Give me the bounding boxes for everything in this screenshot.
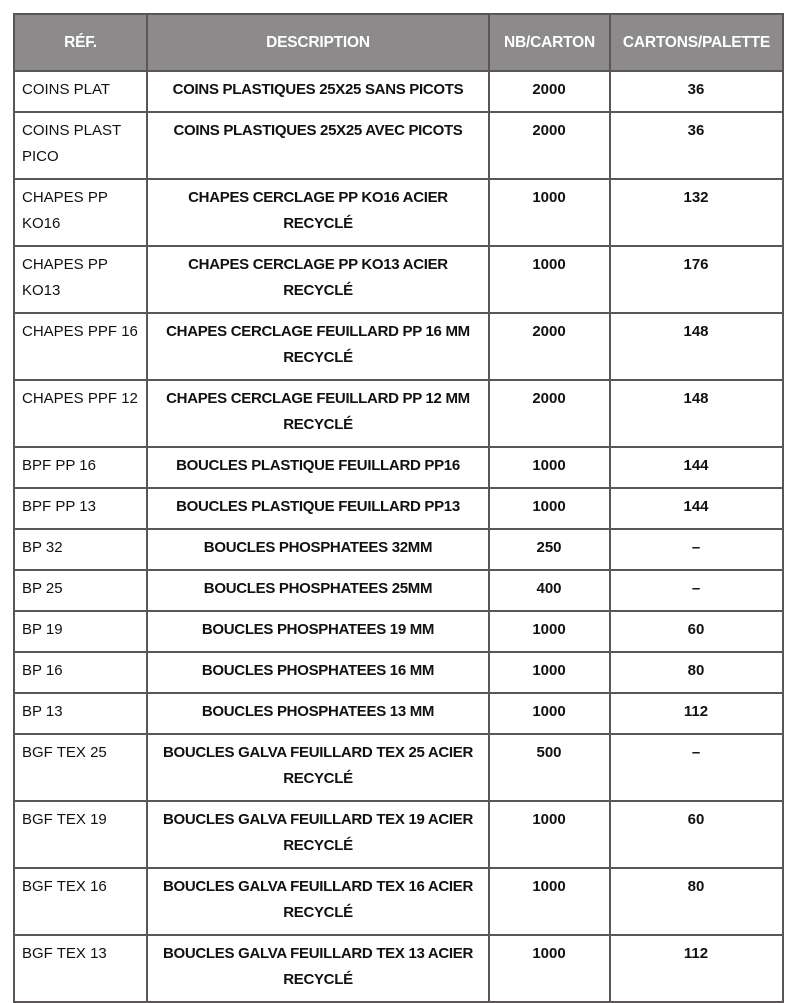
cell-ref: BP 16: [14, 652, 147, 693]
cell-description: BOUCLES PHOSPHATEES 25MM: [147, 570, 489, 611]
header-nb-carton: NB/CARTON: [489, 14, 610, 71]
cell-cartons-palette: 112: [610, 935, 783, 1002]
cell-description: BOUCLES GALVA FEUILLARD TEX 19 ACIER RECYCLÉ: [147, 801, 489, 868]
table-row: [14, 71, 783, 112]
cell-ref: COINS PLAST PICO: [14, 112, 147, 179]
cell-description: CHAPES CERCLAGE PP KO13 ACIER RECYCLÉ: [147, 246, 489, 313]
table-row: [14, 570, 783, 611]
cell-cartons-palette: 148: [610, 313, 783, 380]
cell-ref: BGF TEX 19: [14, 801, 147, 868]
cell-description: CHAPES CERCLAGE PP KO16 ACIER RECYCLÉ: [147, 179, 489, 246]
table-row: [14, 246, 783, 313]
table-row: [14, 611, 783, 652]
table-row: [14, 801, 783, 868]
product-table: [13, 13, 784, 1003]
table-row: [14, 529, 783, 570]
table-row: [14, 380, 783, 447]
table-row: [14, 313, 783, 380]
table-row: [14, 935, 783, 1002]
table-row: [14, 447, 783, 488]
cell-ref: CHAPES PPF 12: [14, 380, 147, 447]
cell-ref: CHAPES PPF 16: [14, 313, 147, 380]
table-row: [14, 868, 783, 935]
cell-description: BOUCLES GALVA FEUILLARD TEX 25 ACIER RECYCLÉ: [147, 734, 489, 801]
cell-description: BOUCLES PHOSPHATEES 16 MM: [147, 652, 489, 693]
cell-cartons-palette: –: [610, 570, 783, 611]
table-row: [14, 179, 783, 246]
table-row: [14, 112, 783, 179]
cell-description: CHAPES CERCLAGE FEUILLARD PP 16 MM RECYCLÉ: [147, 313, 489, 380]
cell-cartons-palette: 36: [610, 71, 783, 112]
cell-nb-carton: 1000: [489, 868, 610, 935]
cell-cartons-palette: 176: [610, 246, 783, 313]
cell-ref: BGF TEX 25: [14, 734, 147, 801]
cell-nb-carton: 1000: [489, 447, 610, 488]
cell-nb-carton: 1000: [489, 246, 610, 313]
cell-cartons-palette: –: [610, 734, 783, 801]
header-row: [14, 14, 783, 71]
cell-description: BOUCLES GALVA FEUILLARD TEX 13 ACIER RECYCLÉ: [147, 935, 489, 1002]
table-header: [14, 14, 783, 71]
cell-description: BOUCLES PHOSPHATEES 13 MM: [147, 693, 489, 734]
cell-ref: BP 13: [14, 693, 147, 734]
cell-nb-carton: 2000: [489, 71, 610, 112]
cell-cartons-palette: 36: [610, 112, 783, 179]
cell-cartons-palette: 132: [610, 179, 783, 246]
table-body: [14, 71, 783, 1002]
cell-nb-carton: 400: [489, 570, 610, 611]
cell-nb-carton: 1000: [489, 179, 610, 246]
cell-ref: BP 19: [14, 611, 147, 652]
cell-cartons-palette: 148: [610, 380, 783, 447]
cell-ref: BGF TEX 16: [14, 868, 147, 935]
table-row: [14, 734, 783, 801]
cell-cartons-palette: 144: [610, 447, 783, 488]
cell-description: BOUCLES PHOSPHATEES 32MM: [147, 529, 489, 570]
table-row: [14, 693, 783, 734]
cell-nb-carton: 250: [489, 529, 610, 570]
cell-nb-carton: 1000: [489, 801, 610, 868]
header-cartons-palette: CARTONS/PALETTE: [610, 14, 783, 71]
cell-ref: BP 25: [14, 570, 147, 611]
cell-description: COINS PLASTIQUES 25X25 SANS PICOTS: [147, 71, 489, 112]
cell-cartons-palette: 80: [610, 868, 783, 935]
table-row: [14, 652, 783, 693]
cell-description: BOUCLES PLASTIQUE FEUILLARD PP13: [147, 488, 489, 529]
header-description: DESCRIPTION: [147, 14, 489, 71]
table-row: [14, 488, 783, 529]
cell-nb-carton: 2000: [489, 380, 610, 447]
cell-cartons-palette: 80: [610, 652, 783, 693]
cell-nb-carton: 2000: [489, 112, 610, 179]
cell-cartons-palette: 60: [610, 801, 783, 868]
header-ref: RÉF.: [14, 14, 147, 71]
cell-ref: CHAPES PP KO13: [14, 246, 147, 313]
cell-description: CHAPES CERCLAGE FEUILLARD PP 12 MM RECYCLÉ: [147, 380, 489, 447]
cell-description: COINS PLASTIQUES 25X25 AVEC PICOTS: [147, 112, 489, 179]
cell-ref: BPF PP 16: [14, 447, 147, 488]
cell-description: BOUCLES PLASTIQUE FEUILLARD PP16: [147, 447, 489, 488]
product-table-container: [13, 13, 784, 1003]
cell-nb-carton: 1000: [489, 488, 610, 529]
cell-nb-carton: 1000: [489, 693, 610, 734]
cell-cartons-palette: 144: [610, 488, 783, 529]
cell-ref: COINS PLAT: [14, 71, 147, 112]
cell-ref: BPF PP 13: [14, 488, 147, 529]
cell-nb-carton: 1000: [489, 935, 610, 1002]
cell-ref: BGF TEX 13: [14, 935, 147, 1002]
cell-ref: CHAPES PP KO16: [14, 179, 147, 246]
cell-nb-carton: 1000: [489, 652, 610, 693]
cell-nb-carton: 1000: [489, 611, 610, 652]
cell-cartons-palette: 112: [610, 693, 783, 734]
cell-nb-carton: 2000: [489, 313, 610, 380]
cell-description: BOUCLES GALVA FEUILLARD TEX 16 ACIER RECYCLÉ: [147, 868, 489, 935]
cell-cartons-palette: 60: [610, 611, 783, 652]
cell-nb-carton: 500: [489, 734, 610, 801]
cell-cartons-palette: –: [610, 529, 783, 570]
cell-description: BOUCLES PHOSPHATEES 19 MM: [147, 611, 489, 652]
cell-ref: BP 32: [14, 529, 147, 570]
